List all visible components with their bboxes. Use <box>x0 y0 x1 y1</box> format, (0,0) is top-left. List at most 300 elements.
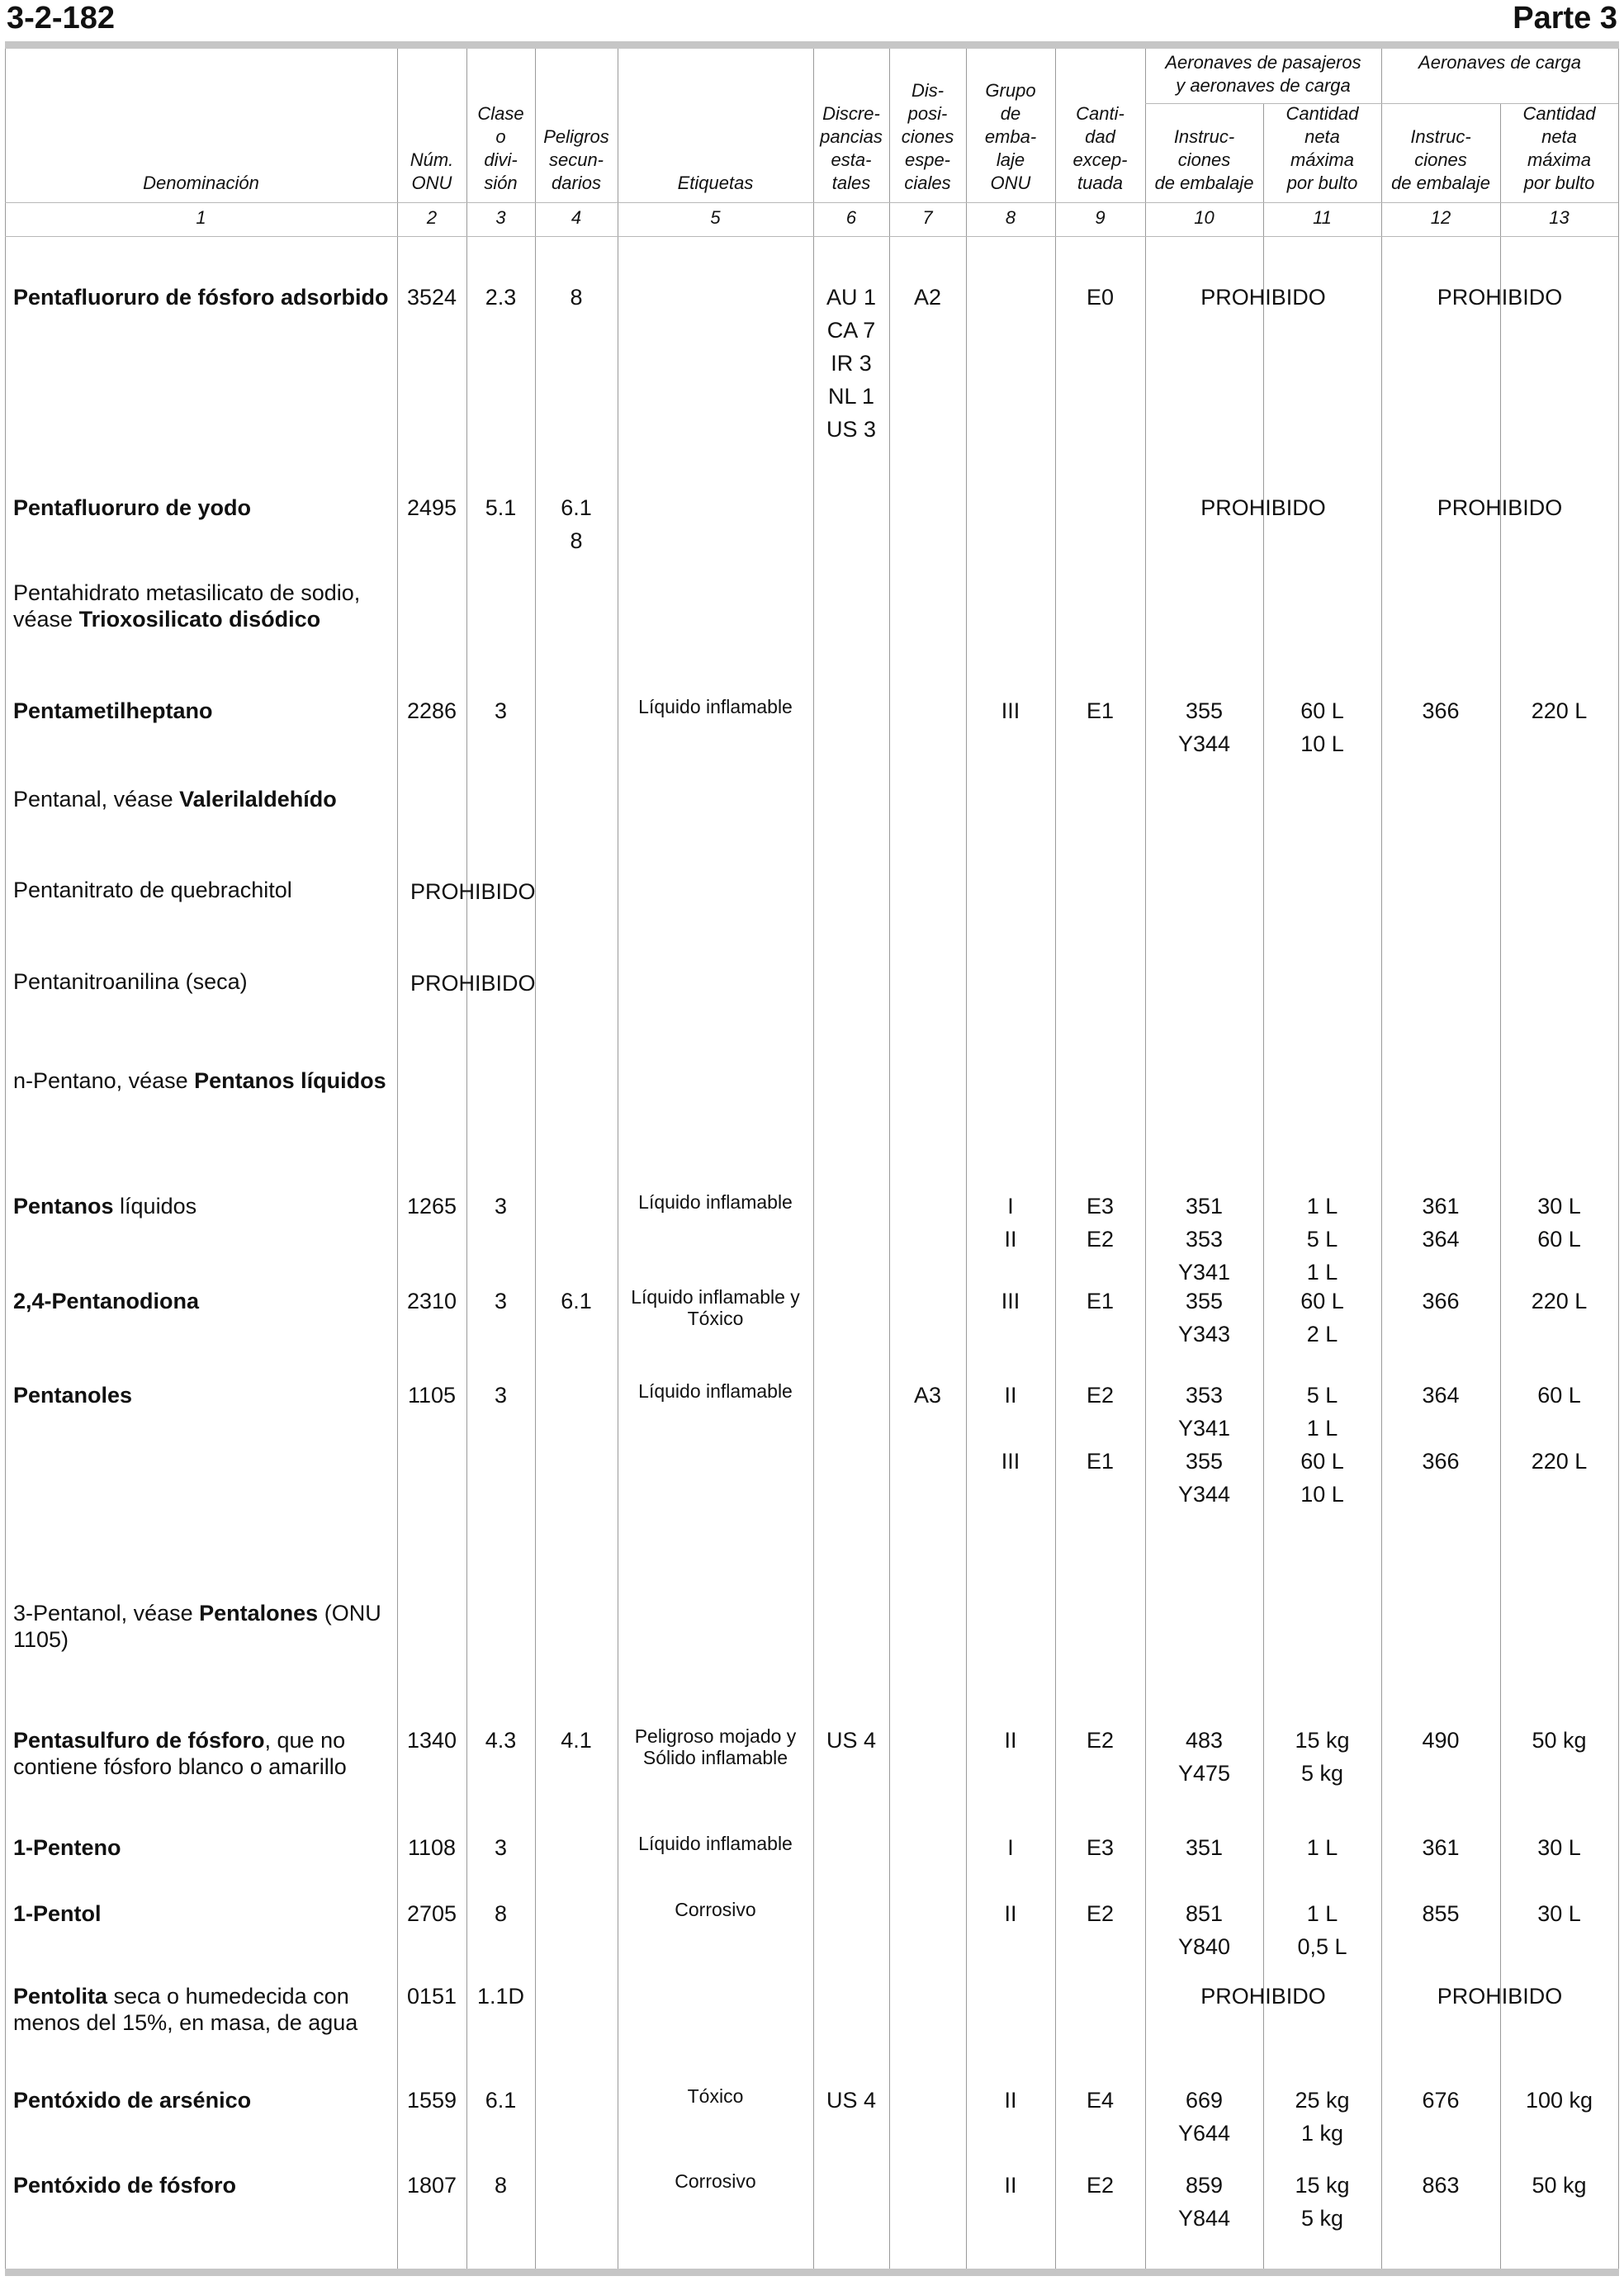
column-header-line: espe- <box>904 149 951 170</box>
substance-name-part: Pentafluoruro de yodo <box>13 495 252 520</box>
cargo-packing-instruction <box>1381 2084 1500 2117</box>
substance-name-part: 2,4-Pentanodiona <box>13 1289 200 1313</box>
excepted-quantity <box>1055 694 1145 727</box>
passenger-max-quantity-line: 1 kg <box>1300 2121 1344 2146</box>
substance-name-part: Pentolita <box>13 1984 108 2009</box>
hazard-label-line: Líquido inflamable <box>638 696 793 717</box>
passenger-max-quantity-line: 1 L <box>1306 1260 1338 1285</box>
subsidiary-hazard-line: 6.1 <box>561 495 592 520</box>
substance-name-part: Pentanal, véase <box>13 787 180 812</box>
excepted-quantity <box>1055 1831 1145 1864</box>
un-number: 1108 <box>407 1835 457 1860</box>
passenger-packing-instruction-line: 355 <box>1185 698 1224 723</box>
cargo-packing-instruction-line: 361 <box>1422 1194 1460 1219</box>
excepted-quantity-line: E3 <box>1086 1194 1115 1219</box>
passenger-max-quantity-line: 60 L <box>1300 1449 1344 1474</box>
hazard-label <box>618 1899 813 1920</box>
column-header-line: pancias <box>820 126 883 147</box>
passenger-packing-instruction <box>1145 1724 1263 1790</box>
header-divider <box>5 202 1618 203</box>
hazard-label <box>618 1725 813 1768</box>
packing-group <box>966 1897 1055 1930</box>
column-header <box>397 149 466 195</box>
substance-name-part: Pentalones <box>199 1601 319 1626</box>
hazard-label-line: Líquido inflamable y <box>631 1286 800 1308</box>
excepted-quantity-line: E1 <box>1086 1449 1115 1474</box>
passenger-max-quantity <box>1263 694 1381 760</box>
passenger-packing-instruction <box>1145 2084 1263 2150</box>
passenger-packing-instruction-line: Y844 <box>1177 2206 1231 2231</box>
cargo-forbidden: PROHIBIDO <box>1437 1984 1563 2009</box>
substance-name-part: 1-Penteno <box>13 1835 121 1860</box>
substance-name <box>13 1193 393 1219</box>
hazard-label-line: Sólido inflamable <box>642 1747 788 1768</box>
excepted-quantity-line: E2 <box>1086 2173 1115 2198</box>
column-header-line: de embalaje <box>1391 173 1490 193</box>
substance-name-part: Pentametilheptano <box>13 698 213 723</box>
excepted-quantity-line: E2 <box>1086 1383 1115 1408</box>
passenger-packing-instruction <box>1145 2169 1263 2235</box>
cargo-packing-instruction-line: 855 <box>1422 1901 1460 1926</box>
passenger-packing-instruction-line: Y341 <box>1177 1416 1231 1441</box>
packing-group-line: III <box>1001 1289 1020 1313</box>
special-provision <box>889 1379 966 1412</box>
column-header-line: máxima <box>1527 149 1591 170</box>
cargo-max-quantity-line: 30 L <box>1537 1835 1581 1860</box>
cargo-packing-instruction <box>1381 694 1500 727</box>
column-number: 10 <box>1194 207 1214 228</box>
column-divider <box>1055 49 1056 2269</box>
passenger-packing-instruction-line: 353 <box>1185 1383 1224 1408</box>
substance-name <box>13 580 393 632</box>
passenger-max-quantity-line: 5 L <box>1306 1227 1338 1252</box>
cargo-max-quantity-line: 220 L <box>1531 1289 1588 1313</box>
class-division: 8 <box>494 1901 508 1926</box>
hazard-label <box>618 2170 813 2192</box>
class-division: 3 <box>494 1289 508 1313</box>
excepted-quantity-line: E1 <box>1086 698 1115 723</box>
passenger-packing-instruction-line: 859 <box>1185 2173 1224 2198</box>
hazard-label <box>618 696 813 717</box>
column-header-line: ciales <box>904 173 951 193</box>
substance-name-part: , que no contiene fósforo blanco o amarillo <box>13 1728 347 1779</box>
column-header <box>1145 51 1381 97</box>
column-number: 5 <box>710 207 721 228</box>
un-number: 2495 <box>406 495 457 520</box>
hazard-label <box>618 1286 813 1329</box>
column-header <box>618 172 813 195</box>
un-number: 1559 <box>406 2088 457 2113</box>
subsidiary-hazard-line: 6.1 <box>561 1289 592 1313</box>
packing-group <box>966 1190 1055 1256</box>
excepted-quantity <box>1055 1897 1145 1930</box>
packing-group-line: II <box>1004 2088 1017 2113</box>
cargo-max-quantity-line: 220 L <box>1531 698 1588 723</box>
substance-name <box>13 2087 393 2113</box>
cargo-packing-instruction-line: 366 <box>1422 1449 1460 1474</box>
substance-name-part: 1-Pentol <box>13 1901 102 1926</box>
un-number: 0151 <box>406 1984 457 2009</box>
column-header-line: excep- <box>1072 149 1128 170</box>
column-header-line: tales <box>831 173 871 193</box>
column-header-line: Aeronaves de carga <box>1418 52 1581 73</box>
passenger-packing-instruction <box>1145 1831 1263 1864</box>
un-number: 3524 <box>406 285 457 310</box>
hazard-label-line: Líquido inflamable <box>638 1380 793 1402</box>
substance-name <box>13 698 393 724</box>
passenger-packing-instruction-line: Y344 <box>1177 1482 1231 1507</box>
passenger-packing-instruction-line: 355 <box>1185 1289 1224 1313</box>
passenger-max-quantity-line: 5 kg <box>1300 2206 1344 2231</box>
state-variation <box>813 281 889 446</box>
passenger-max-quantity <box>1263 2084 1381 2150</box>
substance-name-part: Pentóxido de fósforo <box>13 2173 236 2198</box>
excepted-quantity <box>1055 2169 1145 2202</box>
forbidden-note: PROHIBIDO <box>410 879 536 904</box>
excepted-quantity-line: E2 <box>1086 1227 1115 1252</box>
cargo-packing-instruction <box>1381 1190 1500 1256</box>
substance-name <box>13 1983 393 2036</box>
substance-name <box>13 1600 393 1653</box>
column-header-line: Instruc- <box>1173 126 1235 147</box>
column-number: 12 <box>1430 207 1451 228</box>
un-number: 1105 <box>407 1383 457 1408</box>
passenger-packing-instruction-line: Y840 <box>1177 1934 1231 1959</box>
cargo-max-quantity <box>1500 1285 1618 1318</box>
cargo-max-quantity <box>1500 694 1618 727</box>
excepted-quantity-line: E3 <box>1086 1835 1115 1860</box>
passenger-max-quantity <box>1263 1724 1381 1790</box>
state-variation-line: AU 1 <box>826 285 877 310</box>
passenger-max-quantity <box>1263 1897 1381 1963</box>
cargo-max-quantity-line: 30 L <box>1537 1901 1581 1926</box>
column-header-line: Etiquetas <box>677 173 754 193</box>
packing-group-line: II <box>1004 2173 1017 2198</box>
cargo-packing-instruction <box>1381 1724 1500 1757</box>
passenger-packing-instruction-line: 851 <box>1185 1901 1224 1926</box>
column-header-line: divi- <box>484 149 518 170</box>
cargo-packing-instruction-line: 364 <box>1422 1383 1460 1408</box>
passenger-max-quantity-line: 0,5 L <box>1297 1934 1347 1959</box>
column-divider <box>397 49 398 2269</box>
hazard-label-line: Corrosivo <box>675 2170 756 2192</box>
substance-name-part: seca o humedecida con menos del 15%, en masa, de agua <box>13 1984 358 2035</box>
column-header-line: Denominación <box>143 173 259 193</box>
column-header <box>1145 125 1263 195</box>
column-divider <box>535 49 536 2269</box>
class-division: 1.1D <box>476 1984 525 2009</box>
column-divider <box>966 49 967 2269</box>
column-header-line: ciones <box>1414 149 1467 170</box>
column-header-line: por bulto <box>1523 173 1595 193</box>
class-division: 4.3 <box>485 1728 517 1753</box>
passenger-max-quantity <box>1263 1190 1381 1289</box>
substance-name <box>13 1900 393 1927</box>
column-divider <box>1618 49 1619 2269</box>
packing-group <box>966 2169 1055 2202</box>
packing-group <box>966 1724 1055 1757</box>
column-header-line: o <box>495 126 506 147</box>
excepted-quantity-line: E2 <box>1086 1901 1115 1926</box>
column-header-line: Aeronaves de pasajeros <box>1165 52 1361 73</box>
part-label: Parte 3 <box>1513 1 1617 35</box>
column-header-line: Instruc- <box>1410 126 1471 147</box>
substance-name <box>13 877 393 903</box>
cargo-max-quantity <box>1500 2169 1618 2202</box>
column-header-line: Clase <box>477 103 524 124</box>
cargo-forbidden: PROHIBIDO <box>1437 285 1563 310</box>
state-variation <box>813 1724 889 1757</box>
passenger-max-quantity-line: 1 L <box>1306 1416 1338 1441</box>
un-number: 1265 <box>406 1194 457 1219</box>
substance-name-part: líquidos <box>113 1194 197 1219</box>
passenger-packing-instruction-line: 355 <box>1185 1449 1224 1474</box>
class-division: 3 <box>494 1194 508 1219</box>
cargo-packing-instruction-line: 366 <box>1422 698 1460 723</box>
passenger-packing-instruction-line: 483 <box>1185 1728 1224 1753</box>
passenger-forbidden: PROHIBIDO <box>1200 495 1326 520</box>
state-variation <box>813 2084 889 2117</box>
substance-name <box>13 2172 393 2198</box>
passenger-max-quantity-line: 15 kg <box>1295 2173 1350 2198</box>
passenger-max-quantity-line: 60 L <box>1300 1289 1344 1313</box>
column-header-line: ONU <box>990 173 1031 193</box>
class-division: 8 <box>494 2173 508 2198</box>
hazard-label-line: Líquido inflamable <box>638 1833 793 1854</box>
excepted-quantity <box>1055 1379 1145 1478</box>
passenger-packing-instruction-line: 353 <box>1185 1227 1224 1252</box>
passenger-packing-instruction-line: Y475 <box>1177 1761 1231 1786</box>
substance-name-part: Pentanitrato de quebrachitol <box>13 878 292 902</box>
column-header-line: esta- <box>831 149 872 170</box>
passenger-packing-instruction <box>1145 1190 1263 1289</box>
passenger-packing-instruction-line: Y344 <box>1177 731 1231 756</box>
column-header <box>1263 102 1381 195</box>
special-provision-line: A2 <box>913 285 942 310</box>
column-header <box>1381 51 1618 74</box>
hazard-label-line: Peligroso mojado y <box>634 1725 797 1747</box>
column-divider <box>5 49 6 2269</box>
column-divider <box>1381 49 1382 2269</box>
passenger-max-quantity-line: 2 L <box>1306 1322 1338 1346</box>
passenger-max-quantity <box>1263 1831 1381 1864</box>
column-header-line: de <box>1000 103 1021 124</box>
column-header <box>813 102 889 195</box>
class-division: 6.1 <box>485 2088 517 2113</box>
column-header-line: Discre- <box>822 103 880 124</box>
colnum-divider <box>5 236 1618 237</box>
substance-name <box>13 1834 393 1861</box>
cargo-forbidden: PROHIBIDO <box>1437 495 1563 520</box>
substance-name <box>13 1067 393 1094</box>
bottom-rule <box>5 2269 1619 2276</box>
column-number: 2 <box>426 207 438 228</box>
column-divider <box>466 49 467 2269</box>
cargo-max-quantity <box>1500 1724 1618 1757</box>
column-header <box>1381 125 1500 195</box>
excepted-quantity-line <box>1055 1412 1145 1445</box>
column-header-line: Cantidad <box>1522 103 1596 124</box>
substance-name <box>13 968 393 995</box>
column-header-line: por bulto <box>1286 173 1358 193</box>
passenger-max-quantity-line: 1 L <box>1306 1835 1338 1860</box>
substance-name-part: Pentanoles <box>13 1383 133 1408</box>
passenger-forbidden: PROHIBIDO <box>1200 1984 1326 2009</box>
substance-name-part: Pentanos <box>13 1194 114 1219</box>
column-number: 8 <box>1005 207 1016 228</box>
substance-name-part: Pentanos líquidos <box>194 1068 386 1093</box>
cargo-packing-instruction-line: 676 <box>1422 2088 1460 2113</box>
substance-name-part: Trioxosilicato disódico <box>78 607 321 632</box>
cargo-packing-instruction <box>1381 1897 1500 1930</box>
excepted-quantity-line: E2 <box>1086 1728 1115 1753</box>
column-divider <box>889 49 890 2269</box>
cargo-max-quantity-line: 60 L <box>1537 1227 1581 1252</box>
passenger-max-quantity <box>1263 1379 1381 1511</box>
forbidden-note: PROHIBIDO <box>410 971 536 996</box>
packing-group-line: II <box>1004 1901 1017 1926</box>
column-number: 1 <box>196 207 206 228</box>
cargo-packing-instruction <box>1381 1285 1500 1318</box>
column-header-line: Grupo <box>985 80 1036 101</box>
column-number: 3 <box>495 207 506 228</box>
cargo-packing-instruction-line: 366 <box>1422 1289 1460 1313</box>
excepted-quantity <box>1055 1724 1145 1757</box>
packing-group-line: I <box>1007 1835 1014 1860</box>
passenger-packing-instruction <box>1145 694 1263 760</box>
passenger-max-quantity-line: 5 L <box>1306 1383 1338 1408</box>
packing-group-line <box>966 1412 1055 1445</box>
column-header <box>1500 102 1618 195</box>
substance-name <box>13 1727 393 1780</box>
packing-group-line: II <box>1004 1227 1017 1252</box>
column-header-line: darios <box>552 173 601 193</box>
passenger-packing-instruction-line: Y644 <box>1177 2121 1231 2146</box>
subsidiary-hazard <box>535 1724 618 1757</box>
subsidiary-hazard-line: 8 <box>570 285 583 310</box>
excepted-quantity <box>1055 1285 1145 1318</box>
state-variation-line: US 3 <box>826 417 877 442</box>
special-provision <box>889 281 966 314</box>
cargo-packing-instruction-line <box>1381 1412 1500 1445</box>
class-division: 3 <box>494 1835 508 1860</box>
cargo-max-quantity-line: 60 L <box>1537 1383 1581 1408</box>
subsidiary-hazard-line: 8 <box>570 528 583 553</box>
un-number: 1340 <box>406 1728 457 1753</box>
column-number: 4 <box>571 207 582 228</box>
column-header <box>889 79 966 195</box>
passenger-forbidden: PROHIBIDO <box>1200 285 1326 310</box>
substance-name <box>13 284 393 310</box>
hazard-label <box>618 1191 813 1213</box>
cargo-max-quantity <box>1500 1190 1618 1256</box>
packing-group <box>966 2084 1055 2117</box>
packing-group <box>966 1379 1055 1478</box>
column-header-line: tuada <box>1077 173 1124 193</box>
passenger-packing-instruction-line: Y341 <box>1177 1260 1231 1285</box>
excepted-quantity <box>1055 1190 1145 1256</box>
column-header-line: Núm. <box>410 149 454 170</box>
passenger-packing-instruction-line: Y343 <box>1177 1322 1231 1346</box>
state-variation-line: NL 1 <box>827 384 875 409</box>
cargo-packing-instruction <box>1381 1379 1500 1478</box>
column-number: 6 <box>845 207 857 228</box>
cargo-max-quantity <box>1500 2084 1618 2117</box>
cargo-max-quantity-line <box>1500 1412 1618 1445</box>
packing-group-line: II <box>1004 1728 1017 1753</box>
state-variation-line: US 4 <box>826 2088 877 2113</box>
substance-name-part: Pentafluoruro de fósforo adsorbido <box>13 285 389 310</box>
cargo-max-quantity-line: 50 kg <box>1532 2173 1587 2198</box>
un-number: 2310 <box>406 1289 457 1313</box>
column-header-line: emba- <box>984 126 1037 147</box>
substance-name-part: Valerilaldehído <box>179 787 337 812</box>
packing-group <box>966 1831 1055 1864</box>
class-division: 3 <box>494 1383 508 1408</box>
column-header-line: ciones <box>901 126 954 147</box>
column-header <box>466 102 535 195</box>
packing-group-line: II <box>1004 1383 1017 1408</box>
cargo-max-quantity-line: 100 kg <box>1525 2088 1593 2113</box>
passenger-max-quantity-line: 1 L <box>1306 1194 1338 1219</box>
column-number: 7 <box>922 207 933 228</box>
passenger-packing-instruction <box>1145 1285 1263 1351</box>
column-header <box>535 125 618 195</box>
packing-group <box>966 694 1055 727</box>
packing-group <box>966 1285 1055 1318</box>
hazard-label <box>618 1380 813 1402</box>
substance-name-part: Pentóxido de arsénico <box>13 2088 252 2113</box>
packing-group-line: I <box>1007 1194 1014 1219</box>
subsidiary-hazard <box>535 281 618 314</box>
hazard-label-line: Líquido inflamable <box>638 1191 793 1213</box>
column-header-line: neta <box>1541 126 1577 147</box>
substance-name-part: Pentasulfuro de fósforo <box>13 1728 265 1753</box>
substance-name <box>13 786 393 812</box>
column-header-line: y aeronaves de carga <box>1176 75 1351 96</box>
column-header-line: dad <box>1085 126 1115 147</box>
hazard-label <box>618 1833 813 1854</box>
cargo-packing-instruction-line: 490 <box>1422 1728 1460 1753</box>
passenger-max-quantity <box>1263 1285 1381 1351</box>
column-header <box>5 172 397 195</box>
passenger-max-quantity-line: 25 kg <box>1295 2088 1350 2113</box>
passenger-packing-instruction-line: 669 <box>1185 2088 1224 2113</box>
column-header-line: neta <box>1304 126 1340 147</box>
substance-name-part: Pentanitroanilina (seca) <box>13 969 248 994</box>
passenger-packing-instruction <box>1145 1897 1263 1963</box>
excepted-quantity-line: E4 <box>1086 2088 1115 2113</box>
column-divider <box>1500 103 1501 2269</box>
column-header-line: ciones <box>1177 149 1231 170</box>
column-header-line: laje <box>996 149 1025 170</box>
column-header-line: ONU <box>411 173 452 193</box>
un-number: 2286 <box>406 698 457 723</box>
cargo-max-quantity-line: 50 kg <box>1532 1728 1587 1753</box>
substance-name <box>13 495 393 521</box>
subsidiary-hazard <box>535 1285 618 1318</box>
substance-name-part: Pentahidrato metasilicato de sodio, véase <box>13 580 361 632</box>
column-number: 13 <box>1549 207 1570 228</box>
passenger-max-quantity-line: 60 L <box>1300 698 1344 723</box>
cargo-max-quantity <box>1500 1897 1618 1930</box>
column-number: 11 <box>1313 207 1332 228</box>
special-provision-line: A3 <box>913 1383 942 1408</box>
column-header-line: Canti- <box>1076 103 1124 124</box>
top-rule <box>5 41 1619 49</box>
cargo-max-quantity <box>1500 1831 1618 1864</box>
column-header <box>966 79 1055 195</box>
